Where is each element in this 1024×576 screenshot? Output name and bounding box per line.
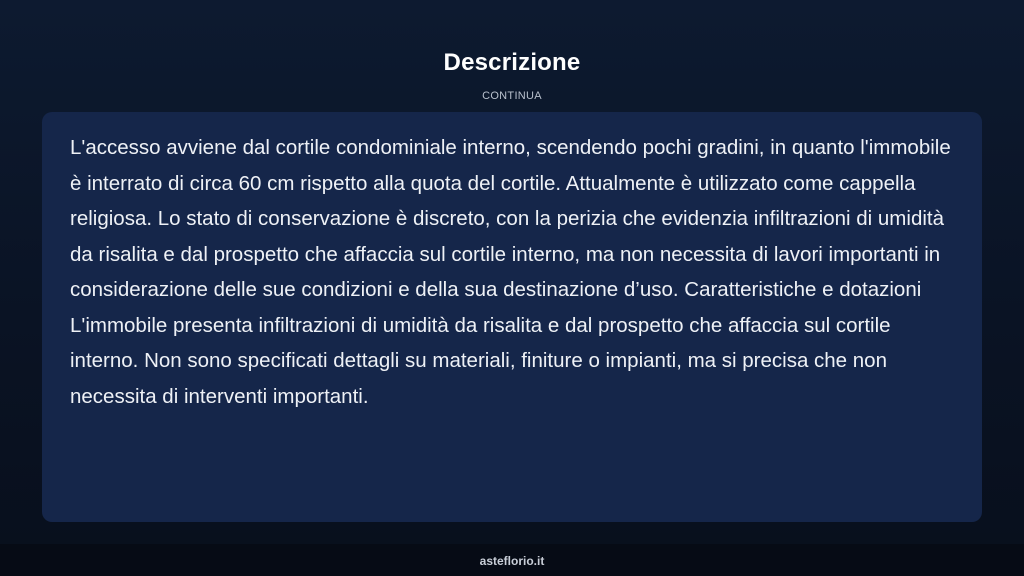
- page-subtitle: CONTINUA: [482, 90, 542, 102]
- description-text: L'accesso avviene dal cortile condominiale interno, scendendo pochi gradini, in quanto l'immobile è interrato di circa 60 cm rispetto alla quota del cortile. Attualmente è utilizzato come cappella religiosa. Lo stato di conservazione è discreto, con la perizia che evidenzia infiltrazioni di umidità da risalita e dal prospetto che affaccia sul cortile interno, ma non necessita di lavori importanti in considerazione delle sue condizioni e della sua destinazione d’uso. Caratteristiche e dotazioni L'immobile presenta infiltrazioni di umidità da risalita e dal prospetto che affaccia sul cortile interno. Non sono specificati dettagli su materiali, finiture o impianti, ma si precisa che non necessita di interventi importanti.: [70, 136, 951, 408]
- page-title: Descrizione: [443, 49, 581, 76]
- footer-site-name: asteflorio.it: [479, 554, 545, 568]
- footer-bar: [0, 544, 1024, 576]
- description-card: [42, 112, 982, 522]
